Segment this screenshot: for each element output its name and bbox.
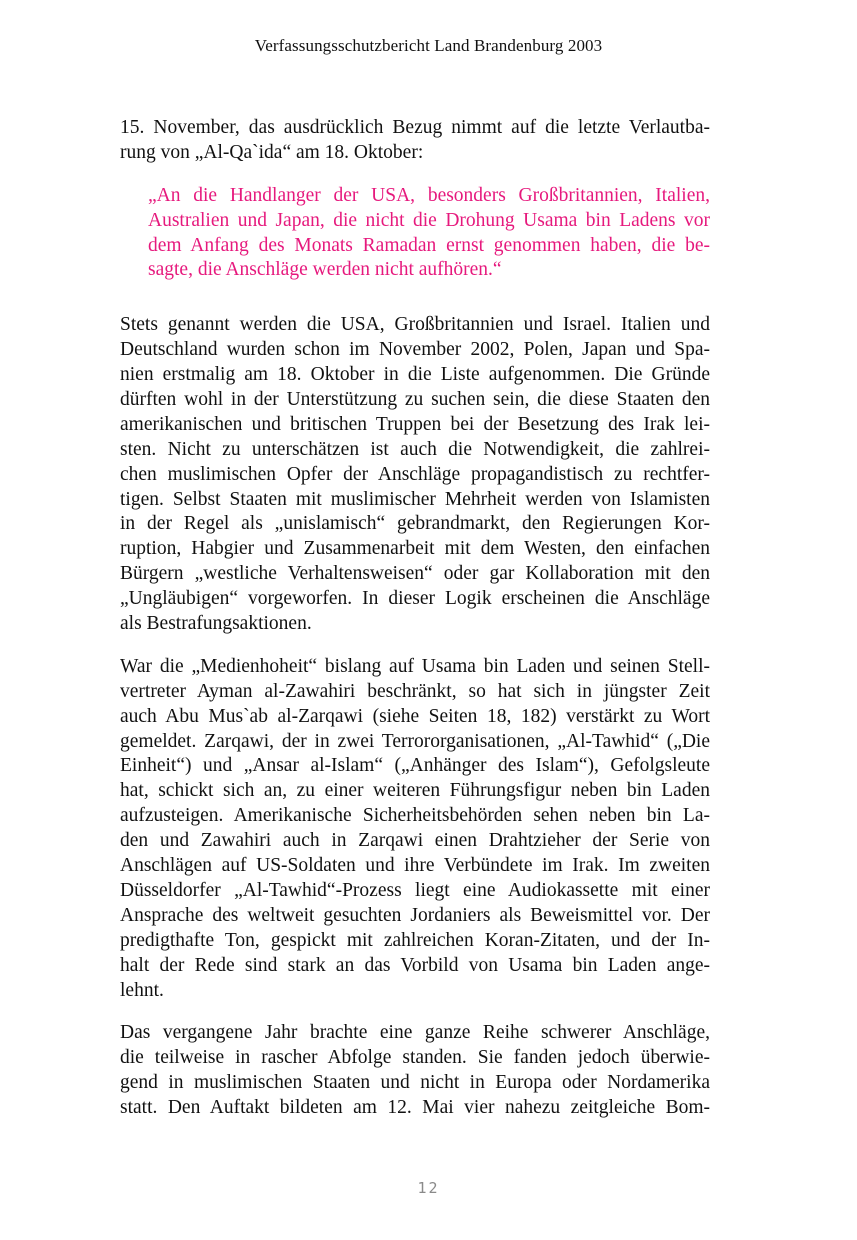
paragraph-target-states — [120, 313, 710, 637]
quote-line: dem Anfang des Monats Ramadan ernst genommen haben, die be- — [148, 234, 710, 256]
text-line: Düsseldorfer „Al-Tawhid“-Prozess liegt eine Audiokassette mit einer — [120, 879, 710, 901]
text-line: Anschlägen auf US-Soldaten und ihre Verbündete im Irak. Im zweiten — [120, 855, 710, 877]
text-line: tigen. Selbst Staaten mit muslimischer Mehrheit werden von Islamisten — [120, 488, 710, 510]
text-line: als Bestrafungsaktionen. — [120, 613, 312, 635]
text-line: Ansprache des weltweit gesuchten Jordaniers als Beweismittel vor. Der — [120, 904, 710, 926]
text-line: vertreter Ayman al-Zawahiri beschränkt, so hat sich in jüngster Zeit — [120, 680, 710, 702]
paragraph-media — [120, 655, 710, 1003]
text-line: Bürgern „westliche Verhaltensweisen“ oder gar Kollaboration mit den — [120, 563, 710, 585]
text-line: gend in muslimischen Staaten und nicht in Europa oder Nordamerika — [120, 1072, 710, 1094]
text-line: rung von „Al-Qa`ida“ am 18. Oktober: — [120, 141, 424, 163]
text-line: predigthafte Ton, gespickt mit zahlreichen Koran-Zitaten, und der In- — [120, 929, 710, 951]
text-line: statt. Den Auftakt bildeten am 12. Mai vier nahezu zeitgleiche Bom- — [120, 1097, 710, 1119]
text-line: Einheit“) und „Ansar al-Islam“ („Anhänger des Islam“), Gefolgsleute — [120, 755, 710, 777]
text-line: Stets genannt werden die USA, Großbritannien und Israel. Italien und — [120, 314, 710, 336]
text-line: chen muslimischen Opfer der Anschläge propagandistisch zu rechtfer- — [120, 463, 710, 485]
text-line: hat, schickt sich an, zu einer weiteren Führungsfigur neben bin Laden — [120, 780, 710, 802]
quote-line: „An die Handlanger der USA, besonders Großbritannien, Italien, — [148, 184, 710, 206]
text-line: auch Abu Mus`ab al-Zarqawi (siehe Seiten 18, 182) verstärkt zu Wort — [120, 705, 710, 727]
paragraph-attacks — [120, 1021, 710, 1121]
text-line: ruption, Habgier und Zusammenarbeit mit dem Westen, den einfachen — [120, 538, 710, 560]
text-line: War die „Medienhoheit“ bislang auf Usama bin Laden und seinen Stell- — [120, 655, 710, 677]
text-line: gemeldet. Zarqawi, der in zwei Terrororganisationen, „Al-Tawhid“ („Die — [120, 730, 710, 752]
running-header: Verfassungsschutzbericht Land Brandenburg 2003 — [254, 36, 603, 55]
quotation-block — [148, 184, 710, 284]
text-line: den und Zawahiri auch in Zarqawi einen Drahtzieher der Serie von — [120, 830, 710, 852]
text-line: 15. November, das ausdrücklich Bezug nimmt auf die letzte Verlautba- — [120, 117, 710, 138]
text-line: lehnt. — [120, 979, 164, 1001]
text-line: dürften wohl in der Unterstützung zu suchen sein, die diese Staaten den — [120, 389, 710, 411]
text-line: aufzusteigen. Amerikanische Sicherheitsbehörden sehen neben bin La- — [120, 805, 710, 827]
text-line: sten. Nicht zu unterschätzen ist auch die Notwendigkeit, die zahlrei- — [120, 438, 710, 460]
text-line: Das vergangene Jahr brachte eine ganze Reihe schwerer Anschläge, — [120, 1022, 710, 1044]
text-line: halt der Rede sind stark an das Vorbild von Usama bin Laden ange- — [120, 954, 710, 976]
quote-line: Australien und Japan, die nicht die Drohung Usama bin Ladens vor — [148, 209, 710, 231]
page-body — [120, 116, 710, 1121]
text-line: die teilweise in rascher Abfolge standen. Sie fanden jedoch überwie- — [120, 1047, 710, 1069]
page-number: 12 — [417, 1179, 440, 1197]
paragraph-intro — [120, 116, 710, 166]
text-line: in der Regel als „unislamisch“ gebrandmarkt, den Regierungen Kor- — [120, 513, 710, 535]
text-line: nien erstmalig am 18. Oktober in die Liste aufgenommen. Die Gründe — [120, 364, 710, 386]
text-line: amerikanischen und britischen Truppen bei der Besetzung des Irak lei- — [120, 413, 710, 435]
quote-line: sagte, die Anschläge werden nicht aufhören.“ — [148, 259, 502, 281]
text-line: Deutschland wurden schon im November 2002, Polen, Japan und Spa- — [120, 339, 710, 361]
text-line: „Ungläubigen“ vorgeworfen. In dieser Logik erscheinen die Anschläge — [120, 588, 710, 610]
